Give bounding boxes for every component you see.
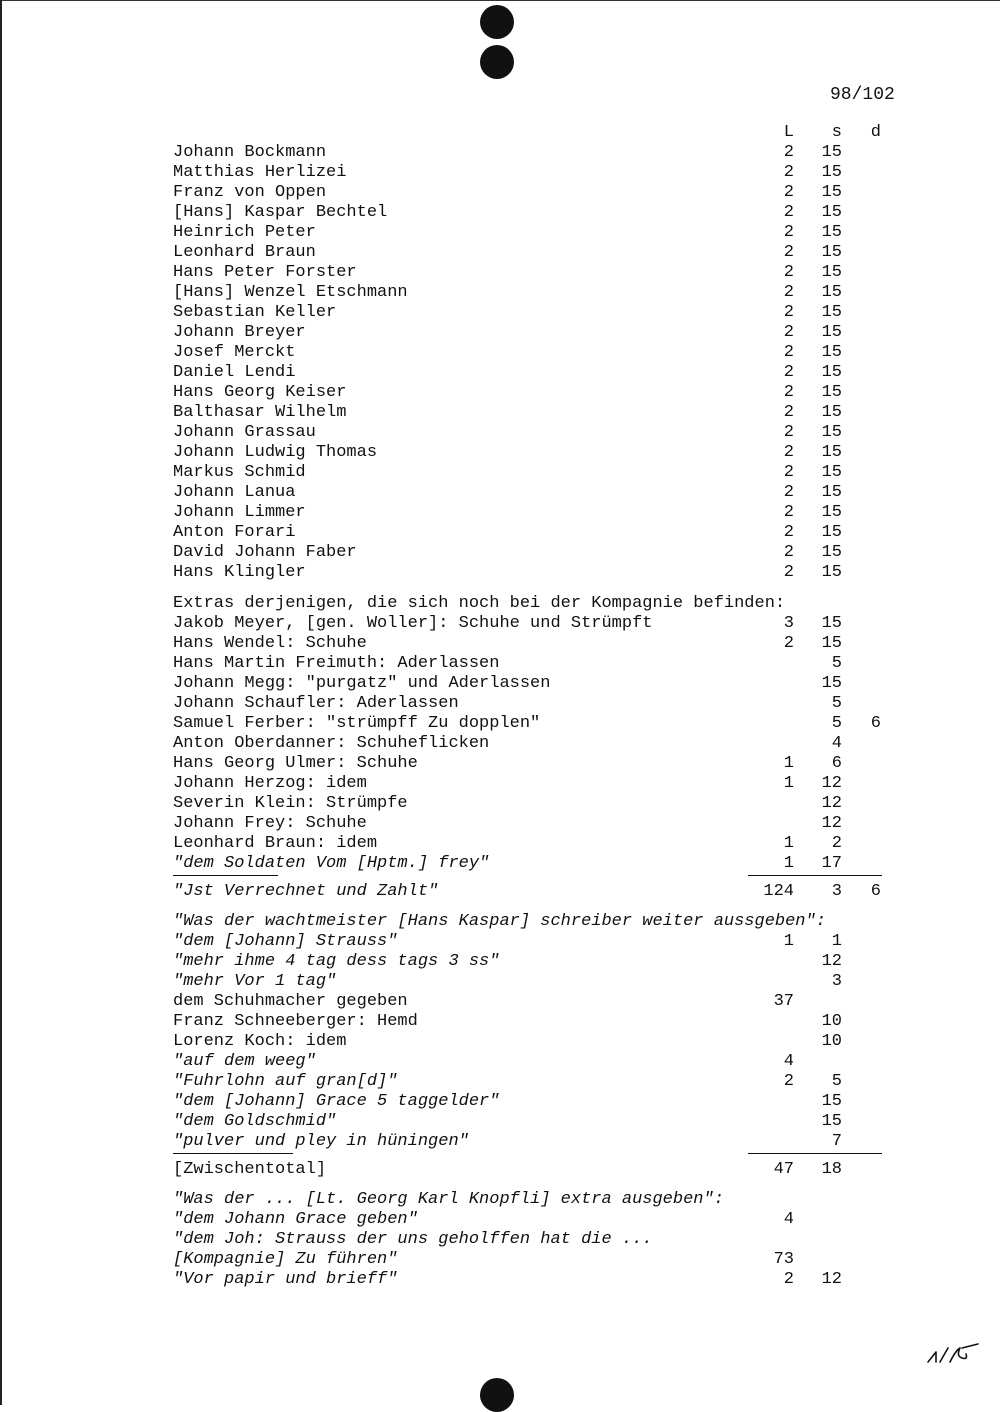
wachtmeister-name: "dem [Johann] Strauss" (173, 932, 398, 951)
extras-row (0, 634, 1000, 654)
extras-s: 6 (831, 754, 842, 773)
payroll-s: 15 (821, 563, 842, 582)
payroll-row (0, 523, 1000, 543)
payroll-l: 2 (783, 423, 794, 442)
wachtmeister-name: Franz Schneeberger: Hemd (173, 1012, 418, 1031)
extras-row (0, 754, 1000, 774)
wachtmeister-heading (0, 912, 1000, 932)
knopfli-row (0, 1270, 1000, 1290)
payroll-row (0, 483, 1000, 503)
payroll-row (0, 543, 1000, 563)
payroll-name: Hans Klingler (173, 563, 306, 582)
extras-l: 2 (783, 634, 794, 653)
wachtmeister-name: "dem Goldschmid" (173, 1112, 337, 1131)
wachtmeister-name: "mehr Vor 1 tag" (173, 972, 337, 991)
payroll-l: 2 (783, 403, 794, 422)
wachtmeister-name: "mehr ihme 4 tag dess tags 3 ss" (173, 952, 500, 971)
extras-total-rule (748, 875, 882, 876)
payroll-s: 15 (821, 223, 842, 242)
payroll-s: 15 (821, 303, 842, 322)
extras-l: 1 (783, 834, 794, 853)
knopfli-row (0, 1210, 1000, 1230)
subtotal-row (0, 1160, 1000, 1180)
payroll-s: 15 (821, 423, 842, 442)
column-header-s: s (831, 123, 842, 142)
wachtmeister-name: Lorenz Koch: idem (173, 1032, 347, 1051)
extras-name: Jakob Meyer, [gen. Woller]: Schuhe und Strümpft (173, 614, 653, 633)
extras-s: 12 (821, 814, 842, 833)
extras-s: 4 (831, 734, 842, 753)
payroll-s: 15 (821, 523, 842, 542)
payroll-l: 2 (783, 323, 794, 342)
payroll-row (0, 143, 1000, 163)
payroll-l: 2 (783, 343, 794, 362)
payroll-l: 2 (783, 503, 794, 522)
handwritten-folio-mark (926, 1336, 981, 1366)
payroll-name: Daniel Lendi (173, 363, 296, 382)
wachtmeister-row (0, 1032, 1000, 1052)
wachtmeister-s: 5 (831, 1072, 842, 1091)
wachtmeister-row (0, 1052, 1000, 1072)
extras-name: Anton Oberdanner: Schuheflicken (173, 734, 490, 753)
payroll-row (0, 163, 1000, 183)
payroll-s: 15 (821, 163, 842, 182)
payroll-name: Johann Breyer (173, 323, 306, 342)
wachtmeister-name: "dem [Johann] Grace 5 taggelder" (173, 1092, 500, 1111)
page-number: 98/102 (830, 85, 895, 105)
payroll-name: Johann Grassau (173, 423, 316, 442)
wachtmeister-name: "Fuhrlohn auf gran[d]" (173, 1072, 398, 1091)
payroll-name: Johann Bockmann (173, 143, 327, 162)
payroll-s: 15 (821, 463, 842, 482)
payroll-name: Markus Schmid (173, 463, 306, 482)
payroll-l: 2 (783, 143, 794, 162)
extras-l: 3 (783, 614, 794, 633)
extras-total-label: "Jst Verrechnet und Zahlt" (173, 882, 439, 901)
payroll-name: [Hans] Wenzel Etschmann (173, 283, 408, 302)
extras-s: 12 (821, 794, 842, 813)
wachtmeister-l: 1 (783, 932, 794, 951)
wachtmeister-s: 12 (821, 952, 842, 971)
extras-name: Leonhard Braun: idem (173, 834, 378, 853)
wachtmeister-row (0, 972, 1000, 992)
extras-row (0, 734, 1000, 754)
payroll-l: 2 (783, 483, 794, 502)
payroll-s: 15 (821, 323, 842, 342)
extras-heading (0, 594, 1000, 614)
payroll-l: 2 (783, 263, 794, 282)
payroll-row (0, 383, 1000, 403)
extras-total-d: 6 (870, 882, 881, 901)
extras-row (0, 774, 1000, 794)
payroll-row (0, 443, 1000, 463)
payroll-s: 15 (821, 243, 842, 262)
extras-d: 6 (870, 714, 881, 733)
extras-row (0, 714, 1000, 734)
wachtmeister-row (0, 1132, 1000, 1152)
extras-name: Samuel Ferber: "strümpff Zu dopplen" (173, 714, 541, 733)
payroll-name: Heinrich Peter (173, 223, 316, 242)
extras-row (0, 854, 1000, 874)
extras-l: 1 (783, 854, 794, 873)
payroll-row (0, 243, 1000, 263)
wachtmeister-row (0, 992, 1000, 1012)
payroll-s: 15 (821, 543, 842, 562)
wachtmeister-row (0, 932, 1000, 952)
knopfli-row (0, 1230, 1000, 1250)
punch-hole-3 (480, 1378, 514, 1412)
subtotal-s: 18 (821, 1160, 842, 1179)
extras-name: Hans Georg Ulmer: Schuhe (173, 754, 418, 773)
extras-l: 1 (783, 774, 794, 793)
payroll-name: Matthias Herlizei (173, 163, 347, 182)
extras-s: 5 (831, 714, 842, 733)
wachtmeister-name: "pulver und pley in hüningen" (173, 1132, 469, 1151)
extras-name: Johann Schaufler: Aderlassen (173, 694, 459, 713)
extras-s: 5 (831, 694, 842, 713)
pulver-underline (173, 1153, 293, 1154)
knopfli-name: "Vor papir und brieff" (173, 1270, 398, 1289)
payroll-row (0, 343, 1000, 363)
wachtmeister-l: 37 (773, 992, 794, 1011)
payroll-l: 2 (783, 563, 794, 582)
extras-row (0, 654, 1000, 674)
payroll-l: 2 (783, 243, 794, 262)
wachtmeister-s: 3 (831, 972, 842, 991)
extras-name: Johann Frey: Schuhe (173, 814, 367, 833)
payroll-name: Johann Ludwig Thomas (173, 443, 378, 462)
payroll-name: Leonhard Braun (173, 243, 316, 262)
extras-s: 15 (821, 634, 842, 653)
payroll-l: 2 (783, 443, 794, 462)
subtotal-l: 47 (773, 1160, 794, 1179)
wachtmeister-name: dem Schuhmacher gegeben (173, 992, 408, 1011)
column-header-l: L (783, 123, 794, 142)
wachtmeister-row (0, 1112, 1000, 1132)
extras-row (0, 614, 1000, 634)
payroll-row (0, 423, 1000, 443)
wachtmeister-row (0, 952, 1000, 972)
subtotal-rule (748, 1153, 882, 1154)
extras-row (0, 694, 1000, 714)
knopfli-l: 2 (783, 1270, 794, 1289)
punch-hole-1 (480, 5, 514, 39)
extras-s: 15 (821, 674, 842, 693)
payroll-row (0, 503, 1000, 523)
extras-s: 15 (821, 614, 842, 633)
extras-s: 17 (821, 854, 842, 873)
wachtmeister-l: 4 (783, 1052, 794, 1071)
extras-s: 5 (831, 654, 842, 673)
payroll-name: Johann Lanua (173, 483, 296, 502)
subtotal-label: [Zwischentotal] (173, 1160, 327, 1179)
extras-s: 2 (831, 834, 842, 853)
payroll-s: 15 (821, 183, 842, 202)
payroll-s: 15 (821, 263, 842, 282)
knopfli-heading (0, 1190, 1000, 1210)
knopfli-heading-text: "Was der ... [Lt. Georg Karl Knopfli] extra ausgeben": (173, 1190, 724, 1209)
payroll-s: 15 (821, 383, 842, 402)
extras-total-s: 3 (831, 882, 842, 901)
payroll-name: Balthasar Wilhelm (173, 403, 347, 422)
payroll-name: Josef Merckt (173, 343, 296, 362)
payroll-l: 2 (783, 543, 794, 562)
wachtmeister-s: 7 (831, 1132, 842, 1151)
soldaten-underline (173, 875, 278, 876)
extras-name: Johann Herzog: idem (173, 774, 367, 793)
column-header-d: d (870, 123, 881, 142)
payroll-row (0, 563, 1000, 583)
payroll-name: [Hans] Kaspar Bechtel (173, 203, 388, 222)
column-header-row (0, 123, 1000, 143)
knopfli-row (0, 1250, 1000, 1270)
payroll-l: 2 (783, 363, 794, 382)
payroll-s: 15 (821, 143, 842, 162)
wachtmeister-row (0, 1012, 1000, 1032)
payroll-name: Franz von Oppen (173, 183, 327, 202)
extras-row (0, 794, 1000, 814)
payroll-row (0, 283, 1000, 303)
payroll-s: 15 (821, 363, 842, 382)
payroll-s: 15 (821, 203, 842, 222)
extras-row (0, 834, 1000, 854)
payroll-s: 15 (821, 483, 842, 502)
payroll-name: David Johann Faber (173, 543, 357, 562)
wachtmeister-l: 2 (783, 1072, 794, 1091)
extras-row (0, 814, 1000, 834)
wachtmeister-s: 10 (821, 1012, 842, 1031)
payroll-row (0, 263, 1000, 283)
extras-row (0, 674, 1000, 694)
wachtmeister-s: 10 (821, 1032, 842, 1051)
extras-l: 1 (783, 754, 794, 773)
payroll-l: 2 (783, 523, 794, 542)
extras-name: Hans Wendel: Schuhe (173, 634, 367, 653)
extras-total-row (0, 882, 1000, 902)
knopfli-l: 73 (773, 1250, 794, 1269)
wachtmeister-heading-text: "Was der wachtmeister [Hans Kaspar] schreiber weiter aussgeben": (173, 912, 826, 931)
payroll-l: 2 (783, 283, 794, 302)
payroll-l: 2 (783, 383, 794, 402)
payroll-name: Sebastian Keller (173, 303, 337, 322)
extras-s: 12 (821, 774, 842, 793)
payroll-row (0, 303, 1000, 323)
payroll-s: 15 (821, 403, 842, 422)
knopfli-l: 4 (783, 1210, 794, 1229)
payroll-l: 2 (783, 183, 794, 202)
payroll-row (0, 203, 1000, 223)
payroll-l: 2 (783, 463, 794, 482)
payroll-row (0, 223, 1000, 243)
extras-name: "dem Soldaten Vom [Hptm.] frey" (173, 854, 490, 873)
payroll-row (0, 463, 1000, 483)
knopfli-name: "dem Joh: Strauss der uns geholffen hat die ... (173, 1230, 653, 1249)
payroll-l: 2 (783, 303, 794, 322)
extras-name: Johann Megg: "purgatz" und Aderlassen (173, 674, 551, 693)
payroll-row (0, 363, 1000, 383)
extras-name: Hans Martin Freimuth: Aderlassen (173, 654, 500, 673)
payroll-s: 15 (821, 443, 842, 462)
punch-hole-2 (480, 45, 514, 79)
payroll-name: Johann Limmer (173, 503, 306, 522)
payroll-name: Hans Peter Forster (173, 263, 357, 282)
payroll-name: Hans Georg Keiser (173, 383, 347, 402)
payroll-s: 15 (821, 283, 842, 302)
wachtmeister-row (0, 1072, 1000, 1092)
wachtmeister-s: 15 (821, 1092, 842, 1111)
knopfli-s: 12 (821, 1270, 842, 1289)
payroll-name: Anton Forari (173, 523, 296, 542)
payroll-s: 15 (821, 343, 842, 362)
knopfli-name: "dem Johann Grace geben" (173, 1210, 418, 1229)
payroll-l: 2 (783, 163, 794, 182)
extras-heading-text: Extras derjenigen, die sich noch bei der Kompagnie befinden: (173, 594, 786, 613)
page-top-edge (0, 0, 1000, 1)
wachtmeister-row (0, 1092, 1000, 1112)
wachtmeister-s: 15 (821, 1112, 842, 1131)
payroll-row (0, 323, 1000, 343)
payroll-s: 15 (821, 503, 842, 522)
wachtmeister-name: "auf dem weeg" (173, 1052, 316, 1071)
payroll-row (0, 183, 1000, 203)
extras-name: Severin Klein: Strümpfe (173, 794, 408, 813)
knopfli-name: [Kompagnie] Zu führen" (173, 1250, 398, 1269)
payroll-l: 2 (783, 223, 794, 242)
payroll-row (0, 403, 1000, 423)
payroll-l: 2 (783, 203, 794, 222)
wachtmeister-s: 1 (831, 932, 842, 951)
extras-total-l: 124 (763, 882, 794, 901)
